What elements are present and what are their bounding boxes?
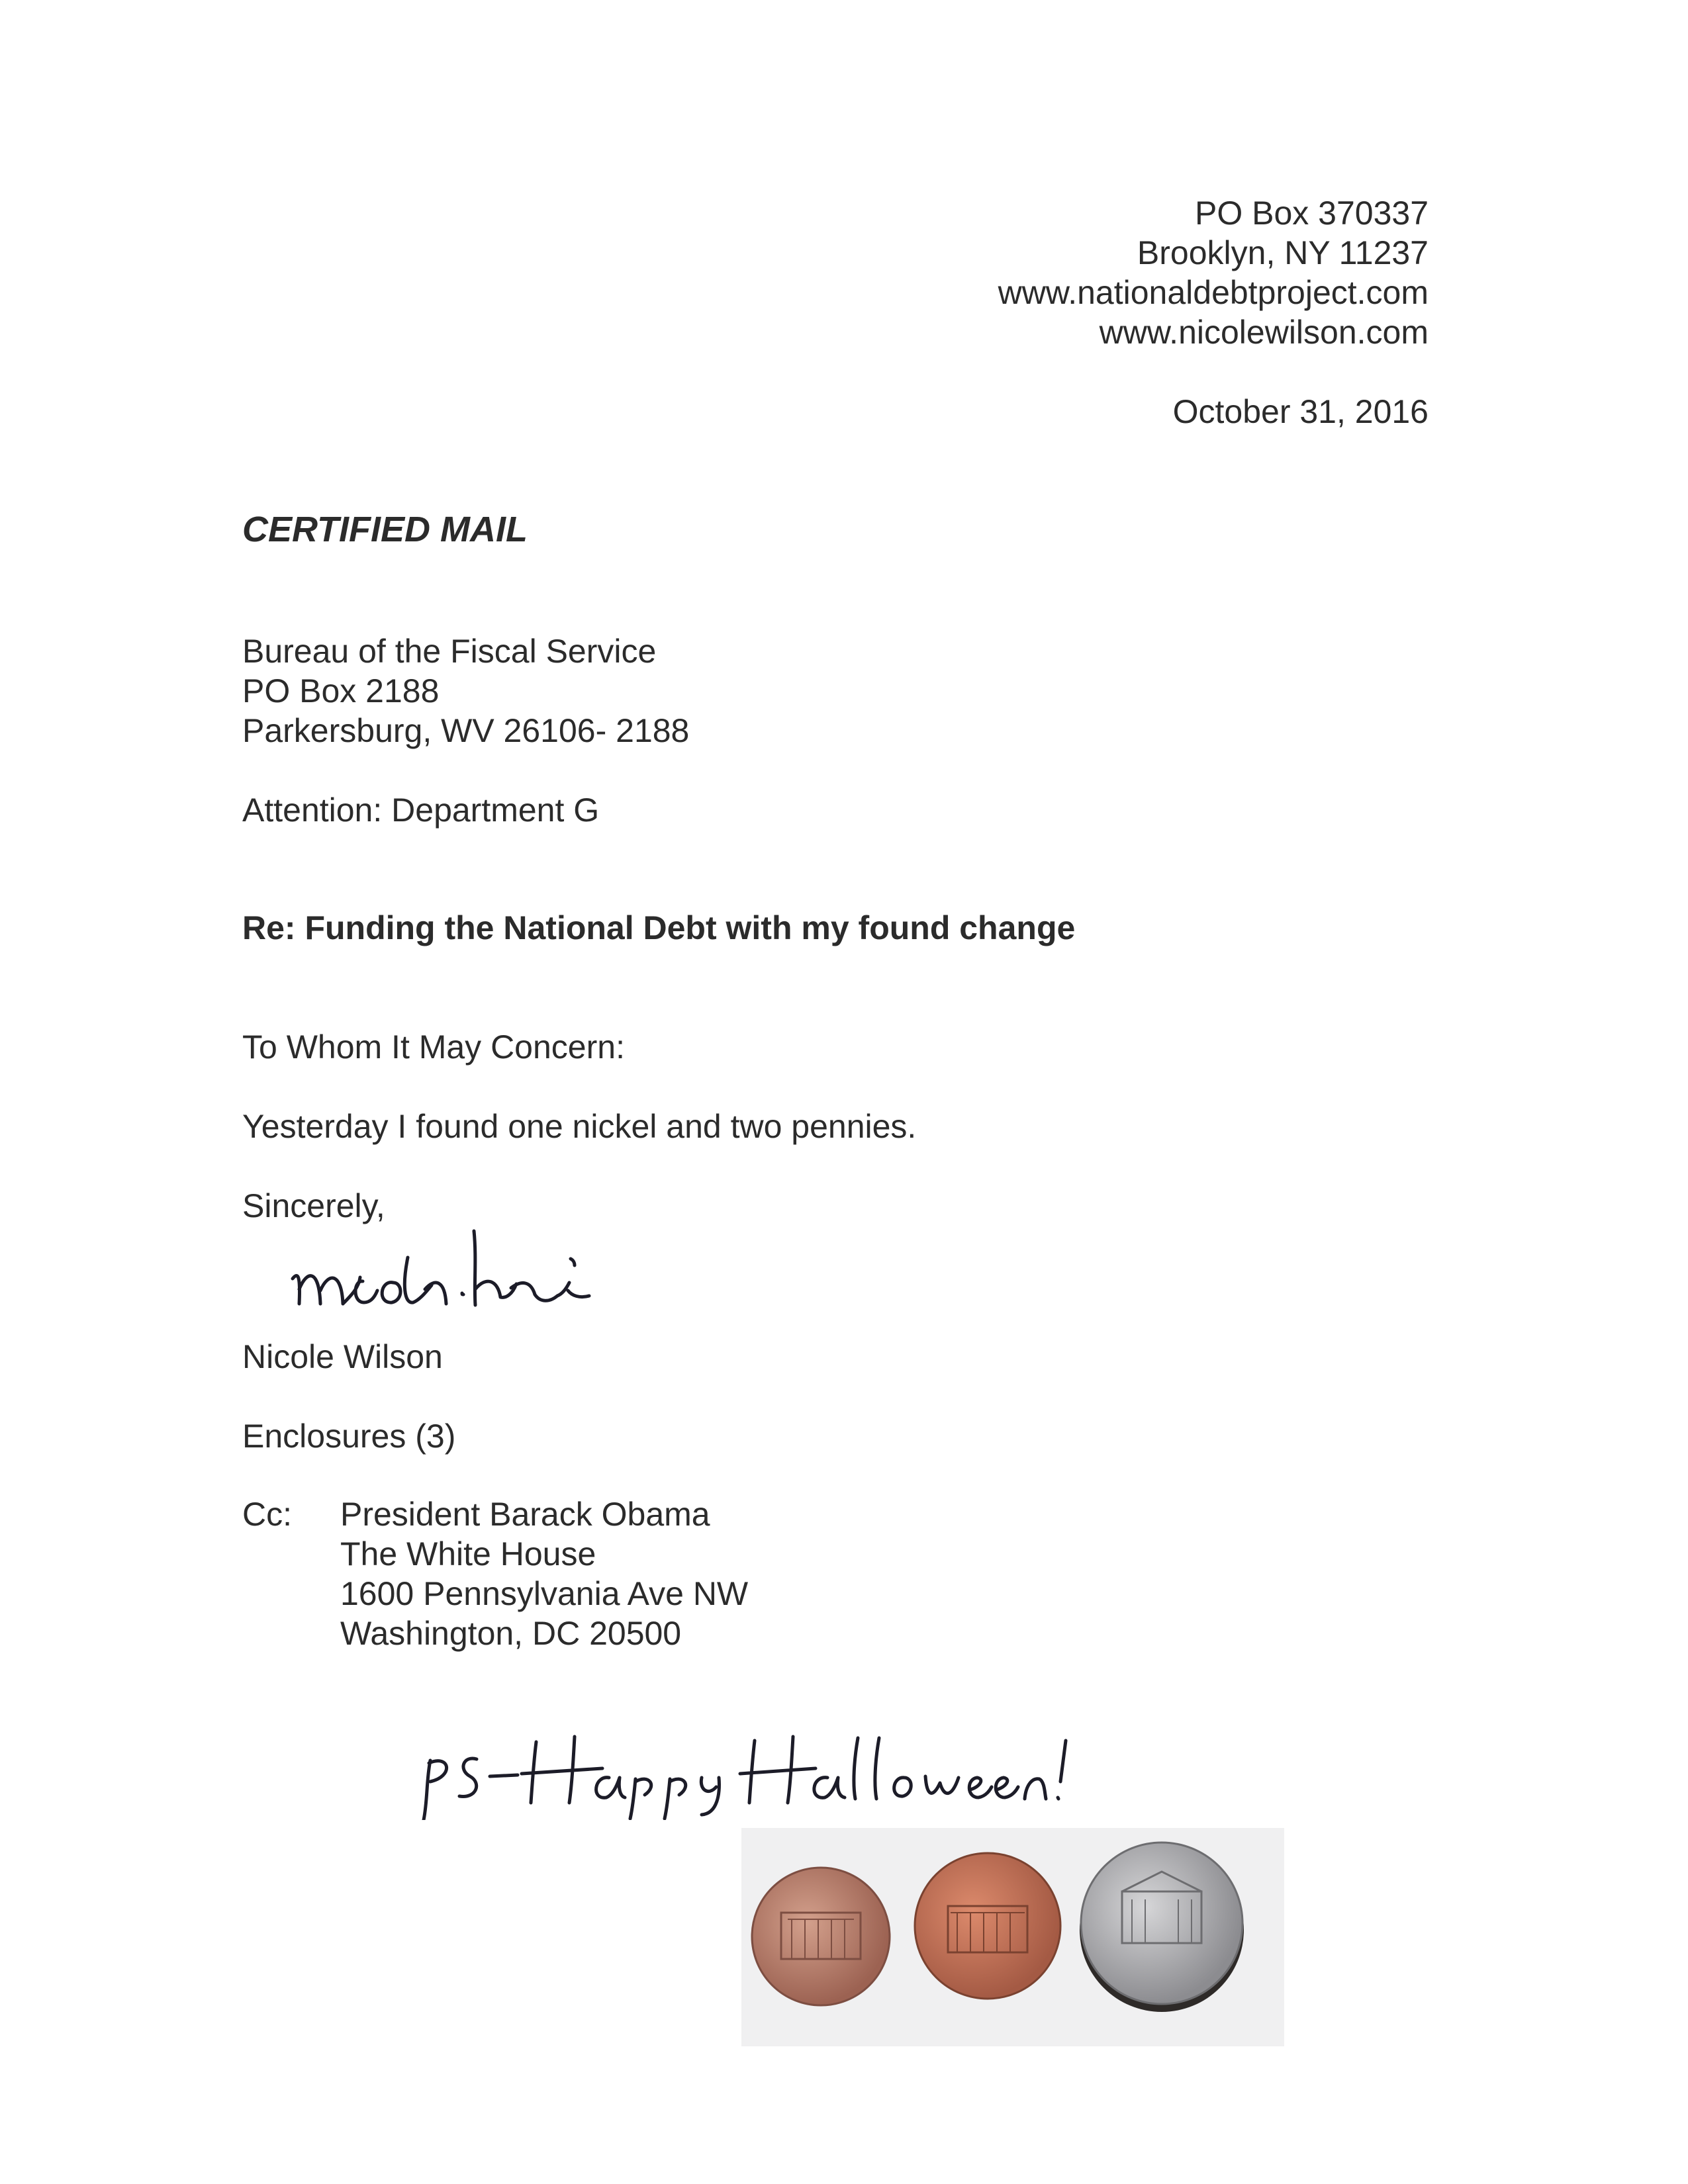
recipient-line-1: Bureau of the Fiscal Service — [242, 633, 657, 670]
subject-line: Re: Funding the National Debt with my found change — [242, 909, 1076, 946]
enclosures-line: Enclosures (3) — [242, 1418, 456, 1455]
penny-2 — [915, 1853, 1060, 1999]
handwritten-postscript — [410, 1721, 1086, 1820]
attention-line: Attention: Department G — [242, 792, 600, 829]
cc-line-4: Washington, DC 20500 — [340, 1615, 682, 1652]
cc-line-2: The White House — [340, 1535, 596, 1572]
certified-mail-heading: CERTIFIED MAIL — [242, 510, 528, 549]
cc-label: Cc: — [242, 1496, 292, 1533]
letter-date: October 31, 2016 — [1172, 393, 1429, 430]
recipient-line-3: Parkersburg, WV 26106- 2188 — [242, 712, 690, 749]
cc-line-3: 1600 Pennsylvania Ave NW — [340, 1575, 749, 1612]
sender-po-box: PO Box 370337 — [1194, 195, 1429, 232]
signer-name: Nicole Wilson — [242, 1338, 443, 1375]
nickel — [1080, 1843, 1244, 2012]
closing: Sincerely, — [242, 1187, 385, 1224]
recipient-line-2: PO Box 2188 — [242, 672, 440, 709]
enclosed-coins — [741, 1813, 1284, 2065]
cc-line-1: President Barack Obama — [340, 1496, 710, 1533]
penny-1 — [752, 1868, 890, 2005]
sender-website-1[interactable]: www.nationaldebtproject.com — [998, 274, 1429, 311]
sender-website-2[interactable]: www.nicolewilson.com — [1099, 314, 1429, 351]
salutation: To Whom It May Concern: — [242, 1028, 625, 1066]
handwritten-signature — [278, 1211, 688, 1324]
body-paragraph: Yesterday I found one nickel and two pennies. — [242, 1108, 917, 1145]
sender-city-state: Brooklyn, NY 11237 — [1137, 234, 1429, 271]
